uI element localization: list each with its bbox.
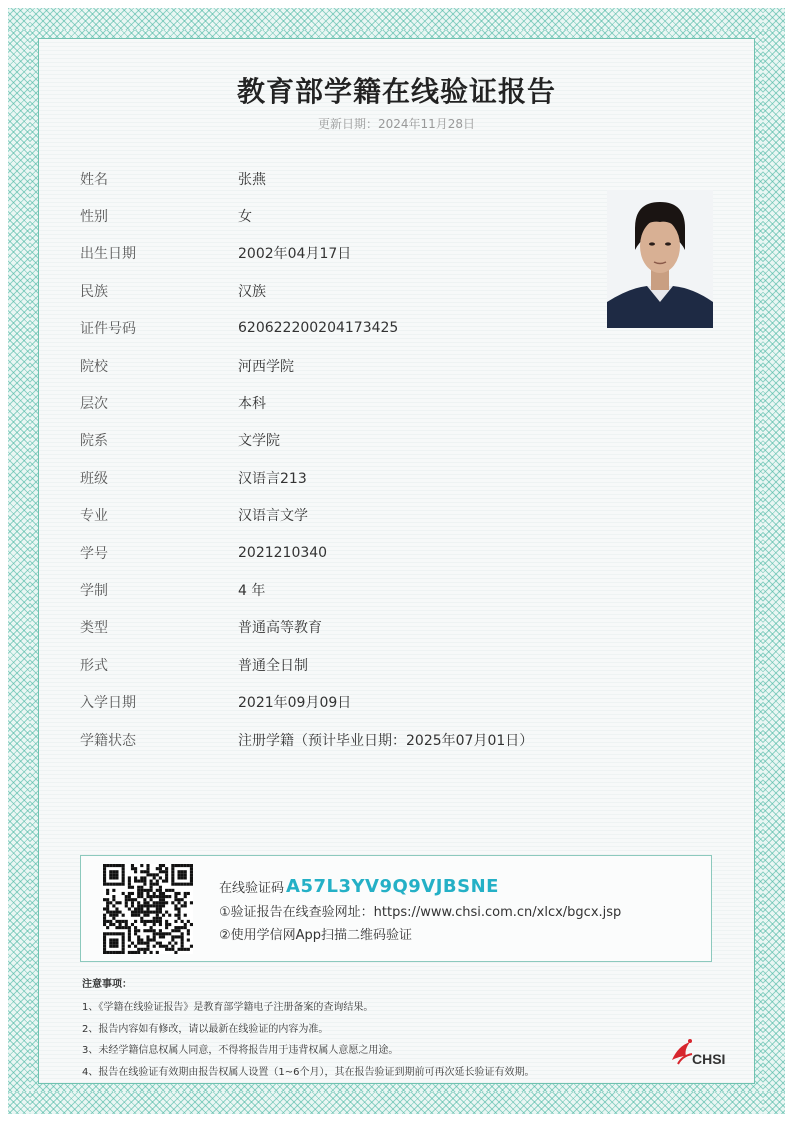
field-value: 女 (238, 209, 252, 226)
field-label: 形式 (80, 657, 108, 674)
info-row (80, 160, 600, 197)
info-row (80, 683, 600, 720)
info-row (80, 197, 600, 234)
update-date-value: 2024年11月28日 (377, 117, 476, 131)
verification-url-line: ①验证报告在线查验网址：https://www.chsi.com.cn/xlcx/bgcx.jsp (219, 905, 622, 920)
update-date-label: 更新日期： (317, 117, 378, 131)
student-photo (607, 190, 713, 328)
field-label: 班级 (80, 470, 108, 487)
field-label: 类型 (80, 620, 108, 637)
info-row (80, 384, 600, 421)
info-row (80, 459, 600, 496)
field-value: 文学院 (238, 433, 280, 450)
field-value: 汉族 (238, 283, 266, 300)
note-item: 4、报告在线验证有效期由报告权属人设置（1~6个月），其在报告验证到期前可再次延长验证有效期。 (82, 1066, 535, 1078)
field-value: 河西学院 (238, 358, 294, 375)
info-row (80, 235, 600, 272)
field-value: 张燕 (238, 171, 266, 188)
verification-text (219, 876, 621, 943)
field-label: 院系 (80, 433, 108, 450)
field-label: 专业 (80, 508, 108, 525)
field-value: 普通高等教育 (238, 620, 322, 637)
portrait-image (607, 190, 713, 328)
field-label: 民族 (80, 283, 108, 300)
field-value: 2021210340 (238, 544, 328, 561)
field-value: 本科 (238, 396, 266, 413)
info-row (80, 609, 600, 646)
verification-code-line (219, 876, 621, 897)
report-title: 教育部学籍在线验证报告 (236, 75, 556, 108)
field-value: 2021年09月09日 (238, 695, 352, 712)
info-row (80, 721, 600, 758)
info-row (80, 497, 600, 534)
verification-code-label: 在线验证码 (219, 881, 285, 896)
field-value: 注册学籍（预计毕业日期：2025年07月01日） (238, 732, 534, 749)
field-label: 院校 (80, 358, 108, 375)
field-value: 汉语言213 (238, 470, 307, 487)
note-item: 3、未经学籍信息权属人同意，不得将报告用于违背权属人意愿之用途。 (82, 1045, 399, 1057)
field-label: 性别 (80, 209, 108, 226)
field-label: 学籍状态 (80, 732, 136, 749)
notes-section (82, 975, 534, 1084)
info-table (80, 160, 600, 758)
field-label: 入学日期 (80, 695, 136, 712)
info-row (80, 310, 600, 347)
qr-code-icon[interactable] (103, 864, 193, 954)
field-label: 层次 (80, 396, 108, 413)
verification-app-line: ②使用学信网App扫描二维码验证 (219, 928, 413, 943)
note-item: 1、《学籍在线验证报告》是教育部学籍电子注册备案的查询结果。 (82, 1002, 374, 1013)
field-value: 汉语言文学 (238, 508, 308, 525)
info-row (80, 646, 600, 683)
field-value: 4 年 (238, 582, 266, 599)
notes-title: 注意事项： (82, 979, 132, 990)
field-label: 学号 (80, 545, 108, 562)
verification-panel (80, 855, 712, 962)
verification-code: A57L3YV9Q9VJBSNE (286, 876, 499, 897)
chsi-logo-text: CHSI (692, 1051, 726, 1067)
field-value: 2002年04月17日 (238, 246, 352, 263)
field-value: 普通全日制 (238, 657, 308, 674)
field-label: 姓名 (80, 171, 108, 188)
info-row (80, 571, 600, 608)
info-row (80, 347, 600, 384)
field-label: 出生日期 (80, 246, 136, 263)
field-label: 学制 (80, 582, 108, 599)
field-label: 证件号码 (80, 321, 136, 338)
note-item: 2、报告内容如有修改，请以最新在线验证的内容为准。 (82, 1023, 329, 1035)
info-row (80, 422, 600, 459)
info-row (80, 272, 600, 309)
info-row (80, 534, 600, 571)
update-date (0, 115, 793, 132)
field-value: 620622200204173425 (238, 320, 399, 337)
